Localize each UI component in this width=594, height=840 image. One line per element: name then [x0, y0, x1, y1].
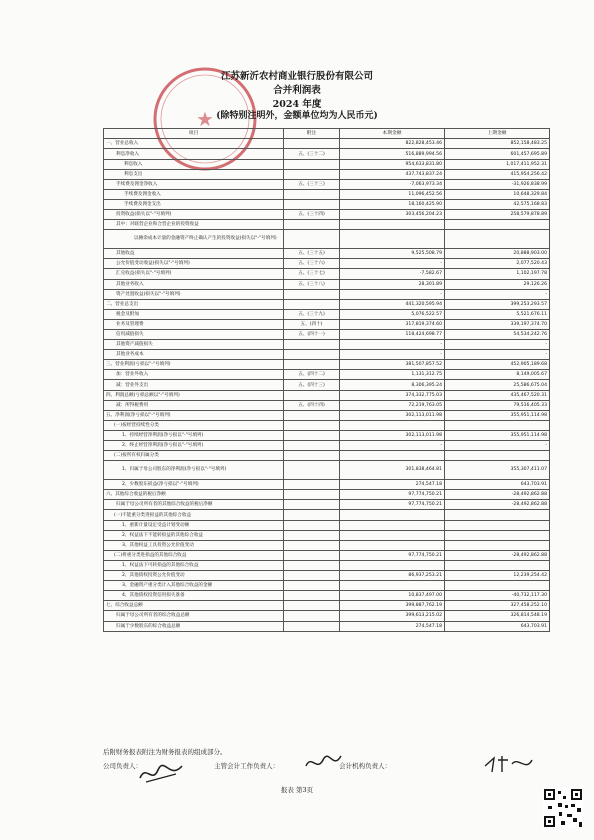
svg-text:★: ★	[196, 107, 214, 131]
table-row	[104, 560, 550, 570]
row-item: 六、其他综合收益的税后净额	[104, 490, 284, 500]
row-note	[284, 611, 340, 621]
row-current: 10,837,497.00	[340, 591, 445, 601]
row-current: 9,525,508.79	[340, 249, 445, 259]
table-header-row	[104, 129, 550, 139]
table-row	[104, 189, 550, 199]
row-current: 954,633,831.80	[340, 159, 445, 169]
table-row	[104, 550, 550, 560]
row-note	[284, 289, 340, 299]
row-previous: 326,814,548.19	[445, 611, 550, 621]
row-previous: 327,458,252.10	[445, 601, 550, 611]
table-row	[104, 169, 550, 179]
row-current	[340, 581, 445, 591]
table-row	[104, 289, 550, 299]
table-row	[104, 591, 550, 601]
row-current: -	[340, 259, 445, 269]
row-item: 2、其他债权投资公允价值变动	[104, 571, 284, 581]
row-note	[284, 550, 340, 560]
table-row	[104, 441, 550, 451]
row-note	[284, 510, 340, 520]
row-previous: 5,521,676.11	[445, 309, 550, 319]
row-item: 2、权益法下不能转损益的其他综合收益	[104, 530, 284, 540]
row-item: 其他收益	[104, 249, 284, 259]
row-current: 72,219,763.05	[340, 400, 445, 410]
table-row	[104, 179, 550, 189]
row-note	[284, 591, 340, 601]
row-current	[340, 560, 445, 570]
row-previous	[445, 530, 550, 540]
row-previous: 258,579,878.89	[445, 210, 550, 220]
row-item: 一、营业总收入	[104, 139, 284, 149]
row-item: 归属于母公司所有者的综合收益总额	[104, 611, 284, 621]
row-item: 2、少数股东损益(净亏损以"-"号填列)	[104, 480, 284, 490]
row-previous: 2,077,520.43	[445, 259, 550, 269]
row-note	[284, 420, 340, 430]
row-previous	[445, 520, 550, 530]
company-name: 江苏新沂农村商业银行股份有限公司	[220, 71, 373, 82]
table-row	[104, 480, 550, 490]
row-note	[284, 601, 340, 611]
row-previous	[445, 510, 550, 520]
row-note	[284, 451, 340, 461]
table-row	[104, 370, 550, 380]
row-current: -	[340, 289, 445, 299]
row-current: -	[340, 350, 445, 360]
row-item: 利息支出	[104, 169, 284, 179]
row-previous: 601,457,695.89	[445, 149, 550, 159]
row-previous: 29,126.26	[445, 279, 550, 289]
qr-code-icon	[543, 788, 583, 828]
row-current: 1,131,312.75	[340, 370, 445, 380]
row-item: 投资收益(损失以"-"号填列)	[104, 210, 284, 220]
row-note	[284, 621, 340, 631]
row-previous: 8,149,005.67	[445, 370, 550, 380]
row-previous: -	[445, 340, 550, 350]
row-item: 资产处置收益(损失以"-"号填列)	[104, 289, 284, 299]
row-item: 减：营业外支出	[104, 380, 284, 390]
row-current: 274,547.18	[340, 480, 445, 490]
table-row	[104, 410, 550, 420]
table-row	[104, 149, 550, 159]
unit-note: (除特别注明外，金额单位均为人民币元)	[216, 111, 378, 121]
col-header-note: 附注	[284, 129, 340, 139]
row-current: 274,547.18	[340, 621, 445, 631]
col-header-current: 本期金额	[340, 129, 445, 139]
row-note: 五、(四十二)	[284, 370, 340, 380]
table-row	[104, 581, 550, 591]
row-previous: 339,197,374.70	[445, 319, 550, 329]
row-note	[284, 340, 340, 350]
row-previous: 355,951,114.98	[445, 410, 550, 420]
row-current: 11,096,452.56	[340, 189, 445, 199]
accounting-dept-label: 会计机构负责人：	[339, 762, 392, 770]
row-current: 8,306,395.24	[340, 380, 445, 390]
row-item: 1、重新计量设定受益计划变动额	[104, 520, 284, 530]
row-note	[284, 530, 340, 540]
table-row	[104, 309, 550, 319]
row-item: (一)不能重分类进损益的其他综合收益	[104, 510, 284, 520]
table-row	[104, 279, 550, 289]
row-current: 437,743,837.24	[340, 169, 445, 179]
row-item: 1、持续经营净利润(净亏损以"-"号填列)	[104, 430, 284, 440]
row-item: (二)将重分类进损益的其他综合收益	[104, 550, 284, 560]
row-current: 97,774,750.21	[340, 500, 445, 510]
table-row	[104, 220, 550, 230]
row-note: 五、(三十二)	[284, 149, 340, 159]
row-previous: 452,905,189.68	[445, 360, 550, 370]
row-note	[284, 540, 340, 550]
row-previous	[445, 230, 550, 249]
table-row	[104, 571, 550, 581]
row-previous	[445, 560, 550, 570]
row-current	[340, 520, 445, 530]
signature-1	[136, 760, 186, 786]
row-previous: 12,239,254.42	[445, 571, 550, 581]
row-current: 97,774,750.21	[340, 490, 445, 500]
report-title: 合并利润表	[273, 85, 321, 96]
row-current: 28,301.89	[340, 279, 445, 289]
row-previous: -	[445, 350, 550, 360]
table-row	[104, 319, 550, 329]
row-note	[284, 461, 340, 480]
row-current: 317,819,374.60	[340, 319, 445, 329]
table-row	[104, 210, 550, 220]
row-previous	[445, 420, 550, 430]
table-row	[104, 400, 550, 410]
row-note: 五、(三十九)	[284, 309, 340, 319]
table-row	[104, 500, 550, 510]
row-note: 五、(三十七)	[284, 269, 340, 279]
table-row	[104, 360, 550, 370]
table-row	[104, 390, 550, 400]
row-previous: 643,703.91	[445, 480, 550, 490]
row-previous: -40,732,117.30	[445, 591, 550, 601]
col-header-previous: 上期金额	[445, 129, 550, 139]
col-header-item: 项目	[104, 129, 284, 139]
row-note: 五、(四十一)	[284, 329, 340, 339]
row-current: 302,113,011.98	[340, 410, 445, 420]
legal-rep-label: 公司负责人：	[103, 762, 142, 770]
row-previous: 54,534,242.76	[445, 329, 550, 339]
row-current: 97,774,750.21	[340, 550, 445, 560]
row-current: 441,320,595.94	[340, 299, 445, 309]
row-current	[340, 510, 445, 520]
row-previous: 10,648,329.84	[445, 189, 550, 199]
row-previous: 415,954,256.42	[445, 169, 550, 179]
report-year: 2024 年度	[272, 99, 322, 110]
row-item: 七、综合收益总额	[104, 601, 284, 611]
row-item: (一)按经营持续性分类	[104, 420, 284, 430]
row-current: 399,887,762.19	[340, 601, 445, 611]
row-note: 五、(四十三)	[284, 380, 340, 390]
table-row	[104, 490, 550, 500]
row-previous: 42,575,168.83	[445, 199, 550, 209]
row-item: 其中：对联营企业和合营企业的投资收益	[104, 220, 284, 230]
row-previous: 79,516,405.33	[445, 400, 550, 410]
row-current: -	[340, 441, 445, 451]
table-row	[104, 199, 550, 209]
table-row	[104, 530, 550, 540]
table-row	[104, 380, 550, 390]
row-item: 其他资产减值损失	[104, 340, 284, 350]
row-item: 汇兑收益(损失以"-"号填列)	[104, 269, 284, 279]
table-row	[104, 269, 550, 279]
row-note: 五、(四十)	[284, 319, 340, 329]
row-current: 303,456,204.23	[340, 210, 445, 220]
row-item: 减：所得税费用	[104, 400, 284, 410]
row-item: 3、其他权益工具投资公允价值变动	[104, 540, 284, 550]
table-row	[104, 299, 550, 309]
row-current: 118,424,698.77	[340, 329, 445, 339]
row-previous	[445, 540, 550, 550]
row-item: 利息净收入	[104, 149, 284, 159]
row-previous: 355,951,114.98	[445, 430, 550, 440]
table-row	[104, 451, 550, 461]
table-row	[104, 420, 550, 430]
row-note	[284, 360, 340, 370]
table-row	[104, 159, 550, 169]
row-item: 四、利润总额(亏损总额以"-"号填列)	[104, 390, 284, 400]
table-row	[104, 430, 550, 440]
row-note: 五、(三十四)	[284, 210, 340, 220]
row-current: 374,332,775.03	[340, 390, 445, 400]
row-item: 手续费及佣金收入	[104, 189, 284, 199]
row-note	[284, 139, 340, 149]
table-row	[104, 230, 550, 249]
row-item: 三、营业利润(亏损以"-"号填列)	[104, 360, 284, 370]
row-note: 五、(三十三)	[284, 179, 340, 189]
row-current: 301,838,464.81	[340, 461, 445, 480]
accounting-head-label: 主管会计工作负责人：	[214, 762, 280, 770]
row-previous: -28,492,862.88	[445, 500, 550, 510]
row-current: -7,063,973.34	[340, 179, 445, 189]
row-previous: 25,586,675.04	[445, 380, 550, 390]
row-previous: -	[445, 289, 550, 299]
row-note	[284, 560, 340, 570]
row-item: 手续费及佣金支出	[104, 199, 284, 209]
row-previous: 435,467,520.31	[445, 390, 550, 400]
row-item: 五、净利润(净亏损以"-"号填列)	[104, 410, 284, 420]
table-row	[104, 340, 550, 350]
row-note	[284, 410, 340, 420]
row-previous: 399,253,293.57	[445, 299, 550, 309]
row-current: 86,937,253.21	[340, 571, 445, 581]
row-item: 利息收入	[104, 159, 284, 169]
row-note: 五、(四十四)	[284, 400, 340, 410]
row-item: 1、归属于母公司股东的净利润(净亏损以"-"号填列)	[104, 461, 284, 480]
row-current: -7,582.67	[340, 269, 445, 279]
row-previous: 1,102,197.78	[445, 269, 550, 279]
row-note	[284, 500, 340, 510]
income-statement-table	[103, 128, 550, 632]
row-item: 其他业务成本	[104, 350, 284, 360]
row-note	[284, 581, 340, 591]
row-note	[284, 159, 340, 169]
table-row	[104, 510, 550, 520]
row-item: 4、其他债权投资信用损失准备	[104, 591, 284, 601]
row-note	[284, 299, 340, 309]
row-previous: -	[445, 441, 550, 451]
row-item: 手续费及佣金净收入	[104, 179, 284, 189]
row-note	[284, 169, 340, 179]
row-previous: 355,307,411.07	[445, 461, 550, 480]
table-row	[104, 329, 550, 339]
row-current: 5,076,522.57	[340, 309, 445, 319]
row-current: 516,889,994.56	[340, 149, 445, 159]
row-previous: -31,926,838.99	[445, 179, 550, 189]
row-note	[284, 571, 340, 581]
row-item: 二、营业总支出	[104, 299, 284, 309]
row-item: 加：营业外收入	[104, 370, 284, 380]
row-item: (二)按所有权归属分类	[104, 451, 284, 461]
row-current: 18,160,425.90	[340, 199, 445, 209]
table-row	[104, 621, 550, 631]
row-current: 381,507,857.52	[340, 360, 445, 370]
table-row	[104, 350, 550, 360]
table-row	[104, 601, 550, 611]
page-number: 报表 第3页	[280, 786, 314, 794]
row-item: 业务及管理费	[104, 319, 284, 329]
row-current	[340, 220, 445, 230]
table-row	[104, 520, 550, 530]
row-current	[340, 540, 445, 550]
signature-2	[303, 752, 345, 776]
row-previous: -28,492,862.88	[445, 550, 550, 560]
footer-note: 后附财务报表附注为财务报表的组成部分。	[103, 748, 227, 756]
table-row	[104, 139, 550, 149]
row-previous	[445, 220, 550, 230]
row-current: -	[340, 340, 445, 350]
row-note: 五、(三十八)	[284, 279, 340, 289]
row-item: 信用减值损失	[104, 329, 284, 339]
row-item: 2、终止经营净利润(净亏损以"-"号填列)	[104, 441, 284, 451]
row-previous	[445, 581, 550, 591]
table-row	[104, 259, 550, 269]
row-previous: 1,017,411,952.31	[445, 159, 550, 169]
row-item: 公允价值变动收益(损失以"-"号填列)	[104, 259, 284, 269]
row-item: 其他业务收入	[104, 279, 284, 289]
row-note: 五、(三十五)	[284, 249, 340, 259]
table-row	[104, 611, 550, 621]
row-item: 1、权益法下可转损益的其他综合收益	[104, 560, 284, 570]
row-note	[284, 220, 340, 230]
row-item: 归属于少数股东的综合收益总额	[104, 621, 284, 631]
row-item: 税金及附加	[104, 309, 284, 319]
row-note	[284, 441, 340, 451]
row-note	[284, 490, 340, 500]
row-current: 302,113,011.98	[340, 430, 445, 440]
row-current	[340, 530, 445, 540]
row-current	[340, 451, 445, 461]
table-row	[104, 540, 550, 550]
row-previous: -28,492,862.88	[445, 490, 550, 500]
row-note	[284, 430, 340, 440]
row-note	[284, 230, 340, 249]
row-current: 822,828,453.46	[340, 139, 445, 149]
row-note	[284, 390, 340, 400]
row-item: 3、金融资产重分类计入其他综合收益的金额	[104, 581, 284, 591]
row-current	[340, 230, 445, 249]
row-item: 归属于母公司所有者的其他综合收益的税后净额	[104, 500, 284, 510]
row-note	[284, 480, 340, 490]
row-current: 399,613,215.02	[340, 611, 445, 621]
row-previous	[445, 451, 550, 461]
row-note	[284, 520, 340, 530]
row-note	[284, 350, 340, 360]
row-item: 以摊余成本计量的金融资产终止确认产生的投资收益(损失以"-"号填列)	[104, 230, 284, 249]
row-current	[340, 420, 445, 430]
table-row	[104, 249, 550, 259]
row-previous: 852,158,483.25	[445, 139, 550, 149]
signature-3	[482, 754, 536, 776]
row-previous: 20,888,903.00	[445, 249, 550, 259]
row-note	[284, 199, 340, 209]
row-note: 五、(三十六)	[284, 259, 340, 269]
row-previous: 643,703.91	[445, 621, 550, 631]
table-row	[104, 461, 550, 480]
row-note	[284, 189, 340, 199]
